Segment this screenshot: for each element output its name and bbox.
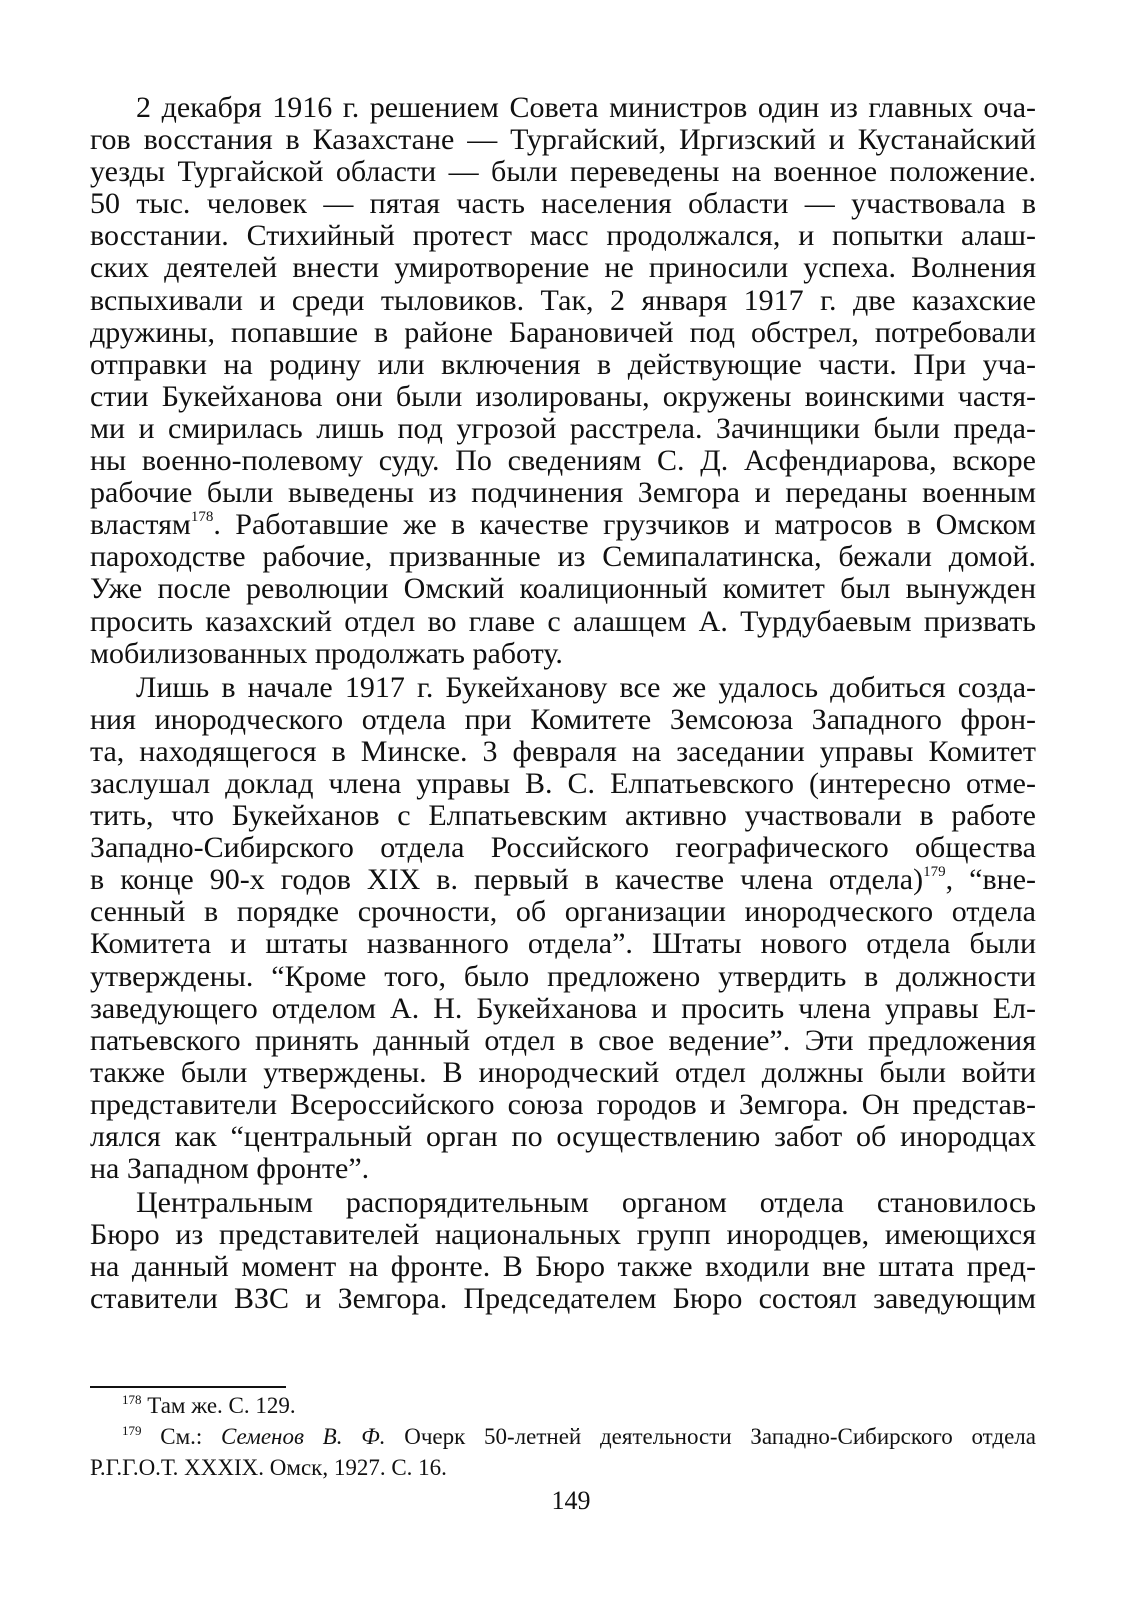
text-line bbox=[90, 638, 1036, 670]
footnote-text: См.: bbox=[160, 1424, 222, 1449]
text-line bbox=[90, 285, 1036, 317]
text-line bbox=[90, 1121, 1036, 1153]
text-line bbox=[90, 1057, 1036, 1089]
text-segment: ния инородческого отдела при Комитете Земсоюза Западного фрон- bbox=[90, 702, 1036, 736]
text-segment: в конце 90-х годов XIX в. первый в качестве члена отдела) bbox=[90, 863, 924, 897]
text-segment: Центральным распорядительным органом отдела становилось bbox=[136, 1186, 1036, 1220]
text-line bbox=[90, 736, 1036, 768]
footnote-reference: 179 bbox=[923, 864, 946, 881]
footnote-179 bbox=[90, 1421, 1036, 1452]
text-segment: вспыхивали и среди тыловиков. Так, 2 января 1917 г. две казахские bbox=[90, 283, 1036, 317]
footnote-author: Семенов В. Ф. bbox=[221, 1424, 386, 1449]
text-line bbox=[90, 156, 1036, 188]
text-segment: тить, что Букейханов с Елпатьевским активно участвовали в работе bbox=[90, 799, 1036, 833]
text-segment: гов восстания в Казахстане — Тургайский, Иргизский и Кустанайский bbox=[90, 123, 1036, 157]
text-line bbox=[90, 1089, 1036, 1121]
text-line bbox=[90, 1187, 1036, 1219]
text-line bbox=[90, 993, 1036, 1025]
text-segment: сенный в порядке срочности, об организации инородческого отдела bbox=[90, 895, 1036, 929]
text-line bbox=[90, 509, 1036, 541]
text-segment: мобилизованных продолжать работу. bbox=[90, 636, 563, 670]
text-segment: ставители ВЗС и Земгора. Председателем Бюро состоял заведующим bbox=[90, 1282, 1036, 1316]
text-line bbox=[90, 477, 1036, 509]
text-segment: на данный момент на фронте. В Бюро также входили вне штата пред- bbox=[90, 1250, 1036, 1284]
text-segment: просить казахский отдел во главе с алашцем А. Турдубаевым призвать bbox=[90, 604, 1036, 638]
text-line bbox=[90, 413, 1036, 445]
text-line bbox=[90, 928, 1036, 960]
text-segment: на Западном фронте”. bbox=[90, 1152, 370, 1186]
text-segment: стии Букейханова они были изолированы, окружены воинскими частя- bbox=[90, 379, 1036, 413]
text-segment: Лишь в начале 1917 г. Букейханову все же удалось добиться созда- bbox=[136, 670, 1036, 704]
text-line bbox=[90, 541, 1036, 573]
text-line bbox=[90, 1153, 1036, 1185]
text-line bbox=[90, 896, 1036, 928]
text-segment: уезды Тургайской области — были переведены на военное положение. bbox=[90, 155, 1036, 189]
text-segment: 2 декабря 1916 г. решением Совета министров один из главных оча- bbox=[136, 91, 1036, 124]
text-segment: также были утверждены. В инородческий отдел должны были войти bbox=[90, 1055, 1036, 1089]
text-line bbox=[90, 252, 1036, 284]
text-line bbox=[90, 1025, 1036, 1057]
text-segment: отправки на родину или включения в действующие части. При уча- bbox=[90, 347, 1036, 381]
footnotes bbox=[90, 1390, 1036, 1483]
footnote-marker: 178 bbox=[122, 1392, 142, 1407]
text-segment: ми и смирилась лишь под угрозой расстрела. Зачинщики были преда- bbox=[90, 411, 1036, 445]
text-segment: заслушал доклад члена управы В. С. Елпатьевского (интересно отме- bbox=[90, 766, 1036, 800]
text-segment: . Работавшие же в качестве грузчиков и матросов в Омском bbox=[213, 508, 1036, 542]
text-line bbox=[90, 800, 1036, 832]
text-segment: , “вне- bbox=[945, 863, 1037, 897]
footnote-text: Там же. С. 129. bbox=[147, 1393, 296, 1418]
text-line bbox=[90, 832, 1036, 864]
text-segment: Бюро из представителей национальных групп инородцев, имеющихся bbox=[90, 1218, 1036, 1252]
text-line bbox=[90, 672, 1036, 704]
body-text bbox=[90, 92, 1036, 1316]
text-segment: рабочие были выведены из подчинения Земгора и переданы военным bbox=[90, 476, 1036, 510]
text-line bbox=[90, 606, 1036, 638]
footnote-separator bbox=[90, 1386, 286, 1388]
paragraph bbox=[90, 672, 1036, 1186]
text-segment: заведующего отделом А. Н. Букейханова и просить члена управы Ел- bbox=[90, 991, 1036, 1025]
text-line bbox=[90, 445, 1036, 477]
footnote-178 bbox=[90, 1390, 1036, 1421]
text-segment: утверждены. “Кроме того, было предложено утвердить в должности bbox=[90, 959, 1036, 993]
paragraph bbox=[90, 92, 1036, 670]
text-line bbox=[90, 961, 1036, 993]
text-segment: дружины, попавшие в районе Барановичей под обстрел, потребовали bbox=[90, 315, 1036, 349]
text-segment: пароходстве рабочие, призванные из Семипалатинска, бежали домой. bbox=[90, 540, 1036, 574]
footnote-text-rest: Очерк 50-летней деятельности Западно-Сибирского отдела bbox=[385, 1424, 1036, 1449]
text-line bbox=[90, 381, 1036, 413]
text-line bbox=[90, 220, 1036, 252]
text-segment: 50 тыс. человек — пятая часть населения области — участвовала в bbox=[90, 187, 1036, 221]
text-segment: Уже после революции Омский коалиционный комитет был вынужден bbox=[90, 572, 1036, 606]
text-segment: властям bbox=[90, 508, 191, 542]
footnote-marker: 179 bbox=[122, 1423, 142, 1438]
text-segment: Западно-Сибирского отдела Российского географического общества bbox=[90, 831, 1036, 865]
footnote-179-continuation: Р.Г.Г.О.Т. XXXIX. Омск, 1927. С. 16. bbox=[90, 1455, 447, 1480]
text-line bbox=[90, 92, 1036, 124]
paragraph bbox=[90, 1187, 1036, 1315]
text-line bbox=[90, 704, 1036, 736]
text-segment: представители Всероссийского союза городов и Земгора. Он представ- bbox=[90, 1087, 1036, 1121]
footnote-reference: 178 bbox=[190, 509, 214, 526]
page-number: 149 bbox=[551, 1486, 591, 1515]
text-segment: Комитета и штаты названного отдела”. Штаты нового отдела были bbox=[90, 927, 1036, 961]
text-line bbox=[90, 317, 1036, 349]
text-segment: патьевского принять данный отдел в свое ведение”. Эти предложения bbox=[90, 1023, 1036, 1057]
text-segment: та, находящегося в Минске. 3 февраля на заседании управы Комитет bbox=[90, 734, 1036, 768]
text-line bbox=[90, 1251, 1036, 1283]
text-line bbox=[90, 768, 1036, 800]
text-segment: ских деятелей внести умиротворение не приносили успеха. Волнения bbox=[90, 251, 1036, 285]
text-line bbox=[90, 349, 1036, 381]
text-line bbox=[90, 188, 1036, 220]
text-line bbox=[90, 1219, 1036, 1251]
text-line bbox=[90, 573, 1036, 605]
text-line bbox=[90, 864, 1036, 896]
text-line bbox=[90, 124, 1036, 156]
text-segment: лялся как “центральный орган по осуществлению забот об инородцах bbox=[90, 1120, 1036, 1153]
text-line bbox=[90, 1283, 1036, 1315]
text-segment: восстании. Стихийный протест масс продолжался, и попытки алаш- bbox=[90, 219, 1036, 253]
text-segment: ны военно-полевому суду. По сведениям С. Д. Асфендиарова, вскоре bbox=[90, 444, 1036, 478]
